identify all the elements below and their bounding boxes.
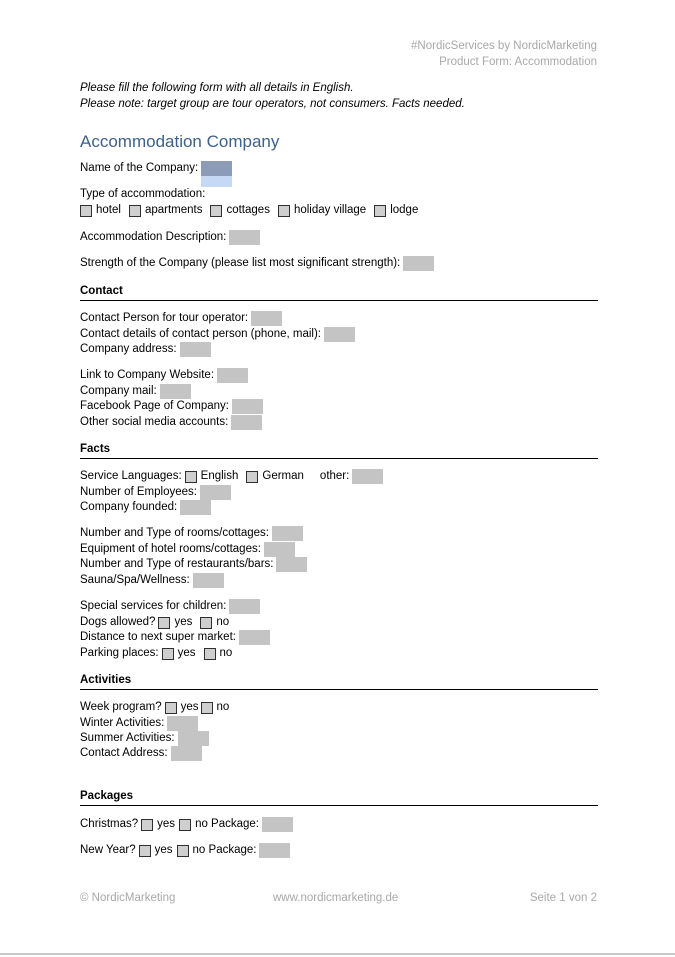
dogs-row bbox=[80, 615, 229, 630]
description-row bbox=[80, 230, 260, 245]
winter-activities-row bbox=[80, 716, 198, 731]
company-mail-row bbox=[80, 384, 191, 399]
founded-field[interactable] bbox=[180, 500, 211, 515]
equipment-label: Equipment of hotel rooms/cottages: bbox=[80, 543, 261, 555]
holiday-village-option-label: holiday village bbox=[293, 204, 367, 216]
founded-label: Company founded: bbox=[80, 501, 178, 513]
page-header bbox=[411, 38, 597, 70]
company-name-row bbox=[80, 161, 232, 176]
newyear-no-package-checkbox[interactable] bbox=[177, 845, 189, 857]
company-name-label: Name of the Company: bbox=[80, 162, 199, 174]
sauna-label: Sauna/Spa/Wellness: bbox=[80, 574, 190, 586]
employees-label: Number of Employees: bbox=[80, 486, 197, 498]
footer-website: www.nordicmarketing.de bbox=[273, 892, 399, 904]
company-address-field[interactable] bbox=[180, 342, 211, 357]
languages-row bbox=[80, 469, 383, 484]
intro-line-2: Please note: target group are tour operators, not consumers. Facts needed. bbox=[80, 98, 465, 110]
website-row bbox=[80, 368, 248, 383]
other-language-field[interactable] bbox=[352, 469, 383, 484]
christmas-yes-checkbox[interactable] bbox=[141, 819, 153, 831]
lodge-option-label: lodge bbox=[390, 204, 419, 216]
week-program-yes-label: yes bbox=[180, 701, 199, 713]
equipment-field[interactable] bbox=[264, 542, 295, 557]
week-program-no-label: no bbox=[216, 701, 230, 713]
children-field[interactable] bbox=[229, 599, 260, 614]
supermarket-row bbox=[80, 630, 270, 645]
page-bottom-divider bbox=[0, 953, 675, 955]
dogs-label: Dogs allowed? bbox=[80, 616, 156, 628]
form-title: Accommodation Company bbox=[80, 132, 280, 151]
newyear-yes-checkbox[interactable] bbox=[139, 845, 151, 857]
cottages-checkbox[interactable] bbox=[210, 205, 222, 217]
company-address-row bbox=[80, 342, 211, 357]
intro-text bbox=[80, 80, 465, 112]
header-line-1: #NordicServices by NordicMarketing bbox=[411, 40, 597, 52]
strength-label: Strength of the Company (please list most significant strength): bbox=[80, 257, 401, 269]
apartments-option-label: apartments bbox=[144, 204, 203, 216]
footer-copyright: © NordicMarketing bbox=[80, 892, 176, 904]
lodge-checkbox[interactable] bbox=[374, 205, 386, 217]
christmas-label: Christmas? bbox=[80, 818, 139, 830]
contact-details-field[interactable] bbox=[324, 327, 355, 342]
facebook-label: Facebook Page of Company: bbox=[80, 400, 229, 412]
employees-row bbox=[80, 485, 231, 500]
company-name-field[interactable] bbox=[201, 161, 232, 176]
contact-details-row bbox=[80, 327, 355, 342]
holiday-village-checkbox[interactable] bbox=[278, 205, 290, 217]
newyear-package-field[interactable] bbox=[259, 843, 290, 858]
company-mail-field[interactable] bbox=[160, 384, 191, 399]
intro-line-1: Please fill the following form with all details in English. bbox=[80, 82, 354, 94]
supermarket-field[interactable] bbox=[239, 630, 270, 645]
activities-contact-label: Contact Address: bbox=[80, 747, 168, 759]
website-label: Link to Company Website: bbox=[80, 369, 215, 381]
english-checkbox[interactable] bbox=[185, 471, 197, 483]
week-program-yes-checkbox[interactable] bbox=[165, 702, 177, 714]
apartments-checkbox[interactable] bbox=[129, 205, 141, 217]
social-media-row bbox=[80, 415, 262, 430]
footer-page-number: Seite 1 von 2 bbox=[529, 892, 597, 904]
equipment-row bbox=[80, 542, 295, 557]
dogs-yes-checkbox[interactable] bbox=[158, 617, 170, 629]
rooms-row bbox=[80, 526, 303, 541]
contact-person-label: Contact Person for tour operator: bbox=[80, 312, 249, 324]
newyear-yes-label: yes bbox=[154, 844, 173, 856]
newyear-row bbox=[80, 843, 290, 858]
parking-no-checkbox[interactable] bbox=[204, 648, 216, 660]
company-mail-label: Company mail: bbox=[80, 385, 157, 397]
facebook-row bbox=[80, 399, 263, 414]
other-language-label: other: bbox=[319, 470, 350, 482]
website-field[interactable] bbox=[217, 368, 248, 383]
accommodation-type-label: Type of accommodation: bbox=[80, 188, 206, 200]
winter-activities-label: Winter Activities: bbox=[80, 717, 165, 729]
winter-activities-field[interactable] bbox=[167, 716, 198, 731]
accommodation-type-options bbox=[80, 203, 418, 218]
restaurants-row bbox=[80, 557, 307, 572]
christmas-yes-label: yes bbox=[157, 818, 176, 830]
hotel-checkbox[interactable] bbox=[80, 205, 92, 217]
facebook-field[interactable] bbox=[232, 399, 263, 414]
strength-row bbox=[80, 256, 434, 271]
christmas-no-package-label: no Package: bbox=[195, 818, 259, 830]
hotel-option-label: hotel bbox=[96, 204, 121, 216]
contact-details-label: Contact details of contact person (phone, mail): bbox=[80, 328, 321, 340]
company-address-label: Company address: bbox=[80, 343, 177, 355]
newyear-no-package-label: no Package: bbox=[192, 844, 257, 856]
german-checkbox[interactable] bbox=[246, 471, 258, 483]
description-label: Accommodation Description: bbox=[80, 231, 227, 243]
christmas-package-field[interactable] bbox=[262, 817, 293, 832]
children-label: Special services for children: bbox=[80, 600, 227, 612]
dogs-no-checkbox[interactable] bbox=[200, 617, 212, 629]
summer-activities-label: Summer Activities: bbox=[80, 732, 175, 744]
german-label: German bbox=[262, 470, 304, 482]
contact-person-row bbox=[80, 311, 282, 326]
rooms-field[interactable] bbox=[272, 526, 303, 541]
week-program-no-checkbox[interactable] bbox=[201, 702, 213, 714]
social-media-label: Other social media accounts: bbox=[80, 416, 229, 428]
cottages-option-label: cottages bbox=[226, 204, 270, 216]
parking-label: Parking places: bbox=[80, 647, 159, 659]
description-field[interactable] bbox=[229, 230, 260, 245]
christmas-row bbox=[80, 817, 293, 832]
employees-field[interactable] bbox=[200, 485, 231, 500]
contact-heading: Contact bbox=[80, 284, 598, 301]
languages-label: Service Languages: bbox=[80, 470, 182, 482]
week-program-row bbox=[80, 700, 229, 715]
activities-heading: Activities bbox=[80, 673, 598, 690]
header-line-2: Product Form: Accommodation bbox=[439, 56, 597, 68]
parking-yes-label: yes bbox=[177, 647, 196, 659]
parking-row bbox=[80, 646, 232, 661]
dogs-yes-label: yes bbox=[174, 616, 193, 628]
summer-activities-field[interactable] bbox=[178, 731, 209, 746]
strength-field[interactable] bbox=[403, 256, 434, 271]
rooms-label: Number and Type of rooms/cottages: bbox=[80, 527, 269, 539]
christmas-no-package-checkbox[interactable] bbox=[179, 819, 191, 831]
english-label: English bbox=[200, 470, 239, 482]
sauna-field[interactable] bbox=[193, 573, 224, 588]
contact-person-field[interactable] bbox=[251, 311, 282, 326]
newyear-label: New Year? bbox=[80, 844, 136, 856]
activities-contact-field[interactable] bbox=[171, 746, 202, 761]
restaurants-field[interactable] bbox=[276, 557, 307, 572]
packages-heading: Packages bbox=[80, 789, 598, 806]
supermarket-label: Distance to next super market: bbox=[80, 631, 236, 643]
social-media-field[interactable] bbox=[231, 415, 262, 430]
accommodation-type-label-row bbox=[80, 187, 205, 202]
restaurants-label: Number and Type of restaurants/bars: bbox=[80, 558, 274, 570]
activities-contact-row bbox=[80, 746, 202, 761]
facts-heading: Facts bbox=[80, 442, 598, 459]
parking-yes-checkbox[interactable] bbox=[162, 648, 174, 660]
children-row bbox=[80, 599, 260, 614]
founded-row bbox=[80, 500, 211, 515]
company-name-field-lower[interactable] bbox=[201, 176, 232, 187]
week-program-label: Week program? bbox=[80, 701, 162, 713]
parking-no-label: no bbox=[219, 647, 233, 659]
dogs-no-label: no bbox=[216, 616, 230, 628]
sauna-row bbox=[80, 573, 224, 588]
summer-activities-row bbox=[80, 731, 209, 746]
